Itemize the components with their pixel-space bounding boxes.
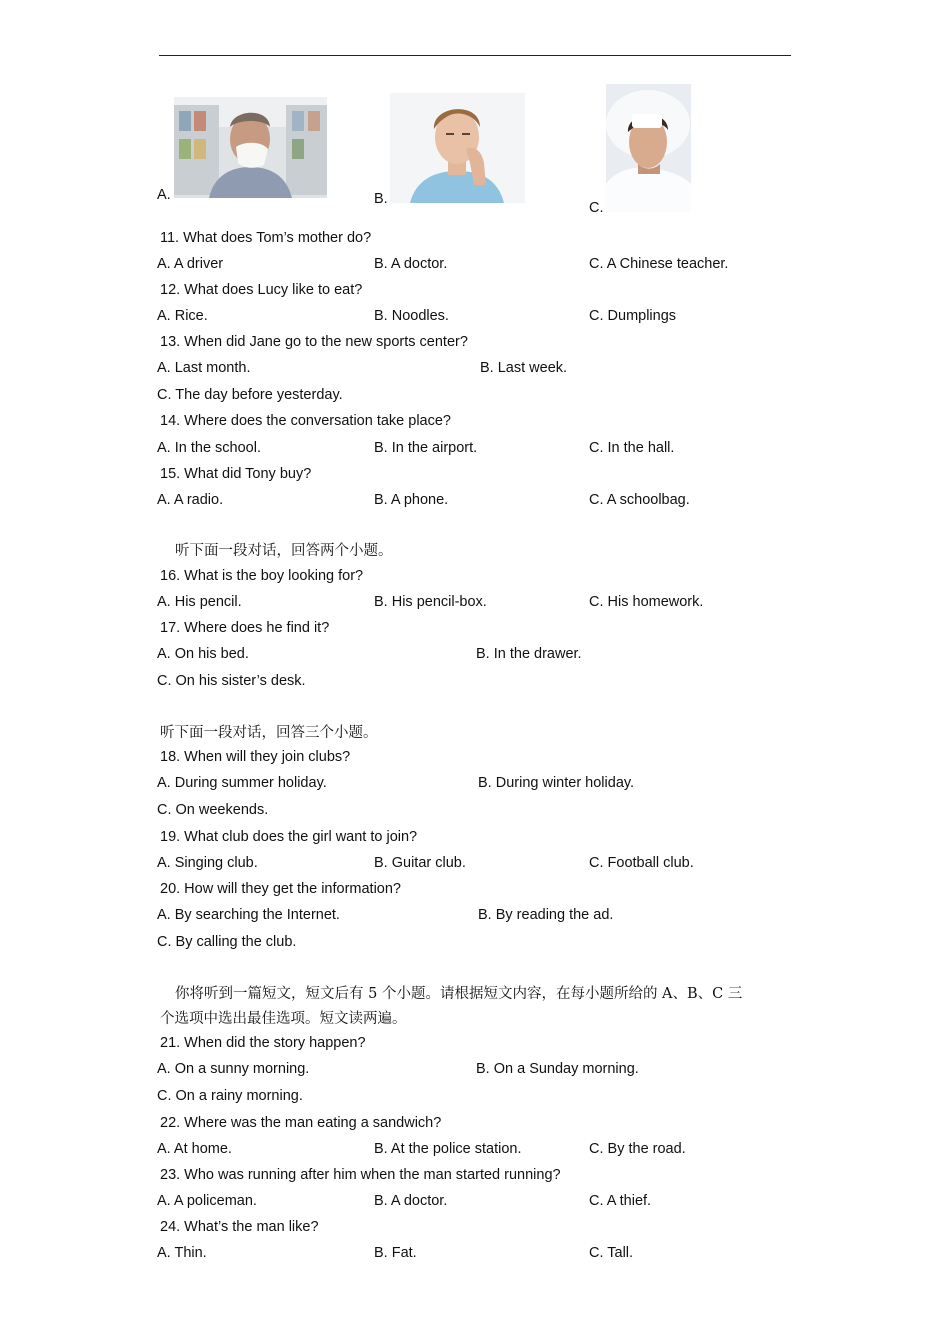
question-22: 22. Where was the man eating a sandwich?: [160, 1115, 442, 1131]
question-14-option-c: C. In the hall.: [589, 440, 675, 456]
question-18-option-b: B. During winter holiday.: [478, 775, 635, 791]
question-18-option-c: C. On weekends.: [157, 802, 269, 818]
question-23-option-a: A. A policeman.: [157, 1193, 257, 1209]
question-12: 12. What does Lucy like to eat?: [160, 282, 363, 298]
question-24-option-c: C. Tall.: [589, 1245, 634, 1261]
question-12-option-a: A. Rice.: [157, 308, 208, 324]
question-14-option-a: A. In the school.: [157, 440, 261, 456]
question-15-option-a: A. A radio.: [157, 492, 224, 508]
instruction-three-questions: 听下面一段对话，回答三个小题。: [160, 725, 378, 741]
question-19: 19. What club does the girl want to join?: [160, 829, 418, 845]
question-15-option-c: C. A schoolbag.: [589, 492, 690, 508]
question-12-option-c: C. Dumplings: [589, 308, 677, 324]
question-19-option-c: C. Football club.: [589, 855, 694, 871]
question-19-option-a: A. Singing club.: [157, 855, 258, 871]
question-21: 21. When did the story happen?: [160, 1035, 366, 1051]
instruction-passage-line-1: 你将听到一篇短文，短文后有 5 个小题。请根据短文内容，在每小题所给的 A、B、C 三: [175, 986, 743, 1002]
question-13-option-b: B. Last week.: [480, 360, 568, 376]
question-20-option-b: B. By reading the ad.: [478, 907, 614, 923]
instruction-passage-line-2: 个选项中选出最佳选项。短文读两遍。: [160, 1011, 407, 1027]
question-24: 24. What’s the man like?: [160, 1219, 319, 1235]
question-13-option-c: C. The day before yesterday.: [157, 387, 343, 403]
picture-option-c-label: C.: [589, 200, 604, 216]
question-16: 16. What is the boy looking for?: [160, 568, 364, 584]
question-17: 17. Where does he find it?: [160, 620, 330, 636]
question-11-option-a: A. A driver: [157, 256, 224, 272]
question-13-option-a: A. Last month.: [157, 360, 251, 376]
question-21-option-b: B. On a Sunday morning.: [476, 1061, 639, 1077]
question-18-option-a: A. During summer holiday.: [157, 775, 327, 791]
question-21-option-c: C. On a rainy morning.: [157, 1088, 303, 1104]
question-24-option-b: B. Fat.: [374, 1245, 417, 1261]
header-rule: [159, 55, 791, 56]
picture-option-a-label: A.: [157, 187, 171, 203]
question-22-option-a: A. At home.: [157, 1141, 232, 1157]
question-13: 13. When did Jane go to the new sports center?: [160, 334, 468, 350]
question-19-option-b: B. Guitar club.: [374, 855, 466, 871]
question-15-option-b: B. A phone.: [374, 492, 449, 508]
question-11-option-b: B. A doctor.: [374, 256, 448, 272]
picture-option-b-label: B.: [374, 191, 388, 207]
question-11: 11. What does Tom’s mother do?: [160, 230, 372, 246]
question-15: 15. What did Tony buy?: [160, 466, 312, 482]
man-with-toothache-photo: [390, 93, 525, 203]
question-23-option-c: C. A thief.: [589, 1193, 652, 1209]
question-16-option-b: B. His pencil-box.: [374, 594, 487, 610]
question-17-option-b: B. In the drawer.: [476, 646, 582, 662]
question-12-option-b: B. Noodles.: [374, 308, 449, 324]
question-11-option-c: C. A Chinese teacher.: [589, 256, 729, 272]
question-22-option-b: B. At the police station.: [374, 1141, 522, 1157]
question-20-option-a: A. By searching the Internet.: [157, 907, 340, 923]
question-22-option-c: C. By the road.: [589, 1141, 686, 1157]
question-23-option-b: B. A doctor.: [374, 1193, 448, 1209]
question-16-option-a: A. His pencil.: [157, 594, 242, 610]
question-17-option-c: C. On his sister’s desk.: [157, 673, 306, 689]
question-16-option-c: C. His homework.: [589, 594, 704, 610]
question-14-option-b: B. In the airport.: [374, 440, 478, 456]
question-21-option-a: A. On a sunny morning.: [157, 1061, 310, 1077]
question-23: 23. Who was running after him when the man started running?: [160, 1167, 561, 1183]
instruction-two-questions: 听下面一段对话，回答两个小题。: [175, 543, 393, 559]
question-14: 14. Where does the conversation take place?: [160, 413, 451, 429]
question-24-option-a: A. Thin.: [157, 1245, 207, 1261]
man-sneezing-into-tissue-photo: [174, 97, 327, 198]
question-20: 20. How will they get the information?: [160, 881, 401, 897]
question-18: 18. When will they join clubs?: [160, 749, 351, 765]
man-with-fever-in-bed-photo: [606, 84, 691, 212]
question-17-option-a: A. On his bed.: [157, 646, 249, 662]
question-20-option-c: C. By calling the club.: [157, 934, 297, 950]
